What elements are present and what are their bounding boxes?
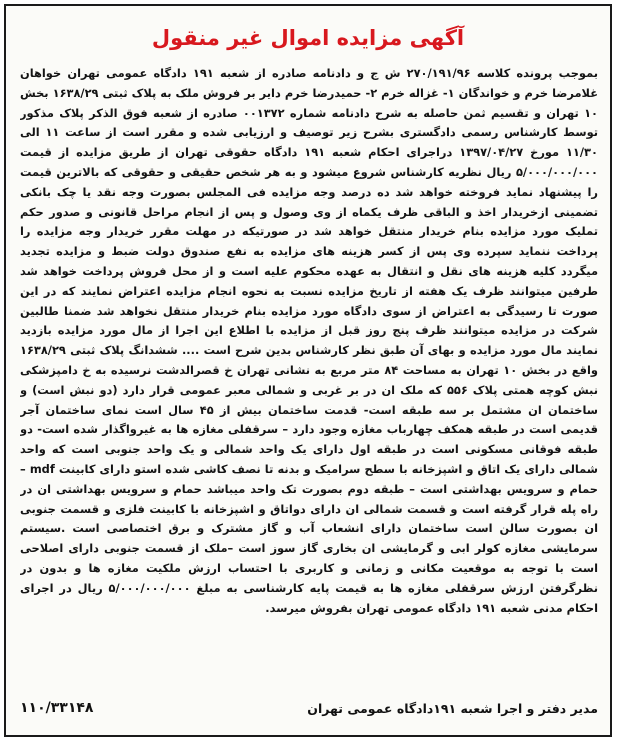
footer-office: مدیر دفتر و اجرا شعبه ۱۹۱دادگاه عمومی تهران <box>307 700 598 716</box>
notice-frame <box>4 4 612 737</box>
notice-body: بموجب پرونده کلاسه ۲۷۰/۱۹۱/۹۶ ش ج و دادنامه صادره از شعبه ۱۹۱ دادگاه عمومی تهران خواهان غلامرضا خرم و خواندگان ۱- غزاله خرم ۲- حمیدرضا خرم دایر بر فروش ملک به پلاک ثبتی ۱۶۳۸/۲۹ بخش ۱۰ تهران و تقسیم ثمن حاصله به شرح دادنامه شماره ۰۰۱۳۷۲ صادره از شعبه فوق الذکر پلاک مذکور توسط کارشناس رسمی دادگستری بشرح زیر توصیف و ارزیابی شده و مقرر است از ساعت ۱۱ الی ۱۱/۳۰ مورخ ۱۳۹۷/۰۴/۲۷ دراجرای احکام شعبه ۱۹۱ دادگاه حقوقی تهران از طریق مزایده از قیمت ۵/۰۰۰/۰۰۰/۰۰۰ ریال نظریه کارشناس شروع میشود و به هر شخص حقیقی و حقوقی که بالاترین قیمت را پیشنهاد نماید فروخته خواهد شد ده درصد وجه مزایده فی المجلس بصورت وجه نقد یا چک بانکی تضمینی ازخریدار اخذ و الباقی ظرف یکماه از وی وصول و پس از انجام مراحل قانونی و صدور حکم تملیک مورد مزایده بنام خریدار منتقل خواهد شد در صورتیکه در مهلت مقرر خریدار وجه مزایده را پرداخت ننماید سپرده وی پس از کسر هزینه های مزایده به نفع صندوق دولت ضبط و مزایده تجدید میگردد کلیه هزینه های نقل و انتقال به عهده محکوم علیه است و از محل فروش پرداخت خواهد شد طرفین میتوانند ظرف یک هفته از تاریخ مزایده نسبت به نحوه انجام مزایده اعتراض نمایند که در این صورت تا رسیدگی به اعتراض از سوی دادگاه مورد مزایده بنام خریدار منتقل نخواهد شد ضمنا طالبین شرکت در مزایده میتوانند ظرف پنج روز قبل از مزایده با اطلاع این اجرا از مال مورد مزایده بازدید نمایند مال مورد مزایده و بهای آن طبق نظر کارشناس بدین شرح است .... ششدانگ پلاک ثبتی ۱۶۳۸/۲۹ واقع در بخش ۱۰ تهران به مساحت ۸۴ متر مربع به نشانی تهران خ قصرالدشت نرسیده به خ دامپزشکی نبش کوچه همتی پلاک ۵۵۶ که ملک ان در بر غربی و شمالی معبر عمومی قرار دارد (دو نبش است) و ساختمان ان مشتمل بر سه طبقه است- قدمت ساختمان بیش از ۴۵ سال است نمای ساختمان آجر قدیمی است در طبقه همکف چهارباب مغازه وجود دارد – سرقفلی مغازه ها به غیرواگذار شده است- دو طبقه فوقانی مسکونی است در طبقه اول دارای یک واحد شمالی و یک واحد جنوبی است که واحد شمالی دارای یک اتاق و اشپزخانه با سطح سرامیک و بدنه تا نصف کاشی شده استو دارای کابینت mdf – حمام و سرویس بهداشتی است – طبقه دوم بصورت تک واحد میباشد حمام و سرویس بهداشتی ان در راه پله قرار گرفته است و قسمت شمالی ان دارای دواتاق و اشپزخانه با کابینت فلزی و قسمت جنوبی ان بصورت سالن است ساختمان دارای انشعاب آب و گاز مشترک و برق اختصاصی است .سیستم سرمایشی مغازه کولر ابی و گرمایشی ان بخاری گاز سوز است –ملک از قسمت جنوبی دارای اصلاحی است با توجه به موقعیت مکانی و زمانی و کاربری با احتساب ارزش ملکیت مغازه ها و بدون در نظرگرفتن ارزش سرقفلی مغازه ها به قیمت پایه کارشناسی به مبلغ ۵/۰۰۰/۰۰۰/۰۰۰ ریال در اجرای احکام مدنی شعبه ۱۹۱ دادگاه عمومی تهران بفروش میرسد. <box>20 66 598 615</box>
footer-code: ۱۱۰/۳۳۱۴۸ <box>20 700 94 716</box>
notice-footer <box>20 696 598 720</box>
notice-title: آگهی مزایده اموال غیر منقول <box>151 26 465 50</box>
